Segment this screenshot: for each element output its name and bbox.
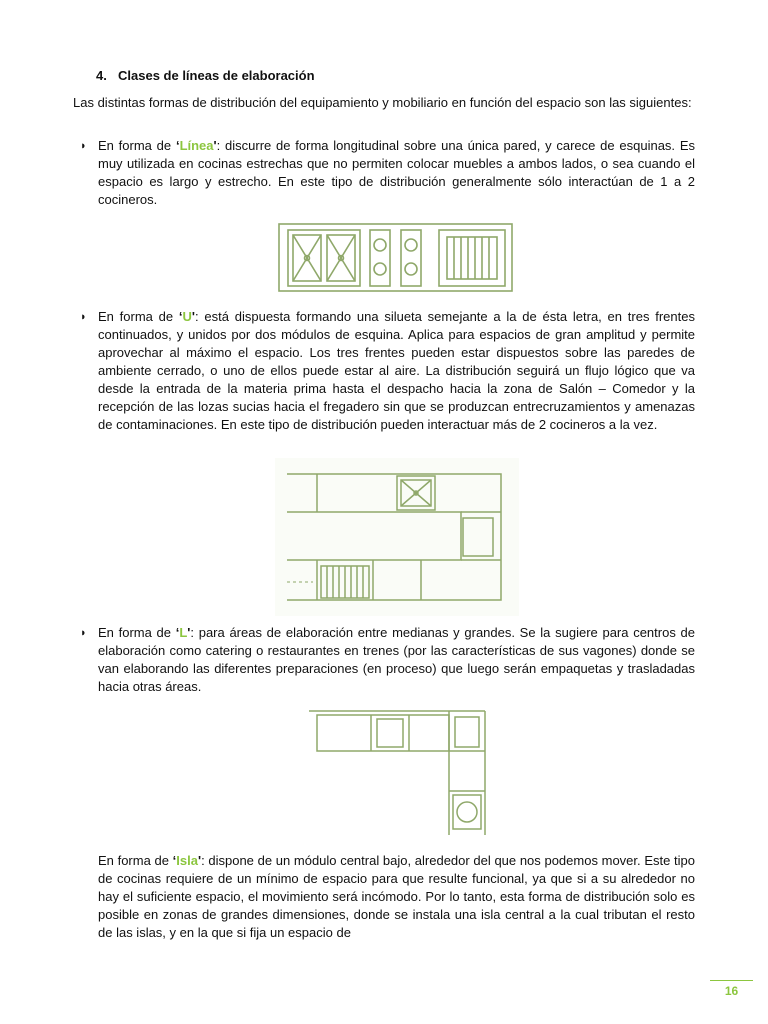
- quote-open: ‘: [178, 309, 183, 324]
- u-layout-figure: [275, 458, 519, 616]
- item-text: : está dispuesta formando una silueta semejante a la de ésta letra, en tres frentes continuados, y unidos por dos módulos de esquina. Aplica para espacios de gran amplitud y permite aprovechar al máximo el espacio. Los tres frentes pueden estar dispuestos sobre las paredes de ambiente cerrado, o uno de ellos puede estar al aire. La distribución seguirá un flujo lógico que va desde la entrada de la materia prima hasta el despacho hacia la zona de Salón – Comedor y la recepción de las lozas sucias hacia el fregadero sin que se produzcan entrecruzamientos y amenazas de contaminaciones. En este tipo de distribución pueden interactuar más de 2 cocineros a la vez.: [98, 309, 695, 432]
- section-heading: [96, 68, 315, 83]
- bullet-icon: ◗: [80, 311, 87, 323]
- intro-paragraph: Las distintas formas de distribución del equipamiento y mobiliario en función del espacio son las siguientes:: [73, 95, 692, 110]
- item-isla-paragraph: [98, 852, 695, 942]
- quote-close: ': [191, 309, 196, 324]
- quote-close: ': [187, 625, 191, 640]
- item-prefix: En forma de: [98, 138, 176, 153]
- item-l-paragraph: [98, 624, 695, 696]
- quote-open: ‘: [172, 853, 177, 868]
- section-title: Clases de líneas de elaboración: [118, 68, 315, 83]
- item-text: : discurre de forma longitudinal sobre una única pared, y carece de esquinas. Es muy utilizada en cocinas estrechas que no permiten colocar muebles a ambos lados, o sea cuando el espacio es largo y estrecho. En este tipo de distribución generalmente sólo interactúan de 1 a 2 cocineros.: [98, 138, 695, 207]
- section-number: 4.: [96, 68, 107, 83]
- item-name-linea: Línea: [179, 138, 214, 153]
- item-prefix: En forma de: [98, 853, 173, 868]
- bullet-icon: ◗: [80, 627, 87, 639]
- item-prefix: En forma de: [98, 625, 176, 640]
- item-prefix: En forma de: [98, 309, 179, 324]
- quote-close: ': [197, 853, 202, 868]
- item-name-l: L: [179, 625, 188, 640]
- bullet-icon: ◗: [80, 140, 87, 152]
- linea-layout-figure: [278, 222, 514, 294]
- footer-divider: [710, 980, 753, 981]
- item-u-paragraph: [98, 308, 695, 434]
- l-layout-figure: [305, 703, 489, 839]
- quote-open: ‘: [175, 138, 180, 153]
- item-text: : dispone de un módulo central bajo, alrededor del que nos podemos mover. Este tipo de cocinas requiere de un mínimo de espacio para que resulte funcional, ya que si a su alrededor no hay el suficiente espacio, el movimiento será incómodo. Por lo tanto, esta forma de distribución solo es posible en zonas de grandes dimensiones, donde se instala una isla central a la cual tributan el resto de las islas, y en la que si fija un espacio de: [98, 853, 695, 940]
- item-linea-paragraph: [98, 137, 695, 209]
- quote-close: ': [213, 138, 217, 153]
- item-name-isla: Isla: [176, 853, 198, 868]
- quote-open: ‘: [175, 625, 180, 640]
- page-number: 16: [724, 984, 739, 998]
- item-name-u: U: [182, 309, 192, 324]
- item-text: : para áreas de elaboración entre medianas y grandes. Se la sugiere para centros de elaboración como catering o restaurantes en trenes (por las características de sus vagones) donde se van elaborando las diferentes preparaciones (en proceso) que luego serán empaquetas y trasladadas hacia otras áreas.: [98, 625, 695, 694]
